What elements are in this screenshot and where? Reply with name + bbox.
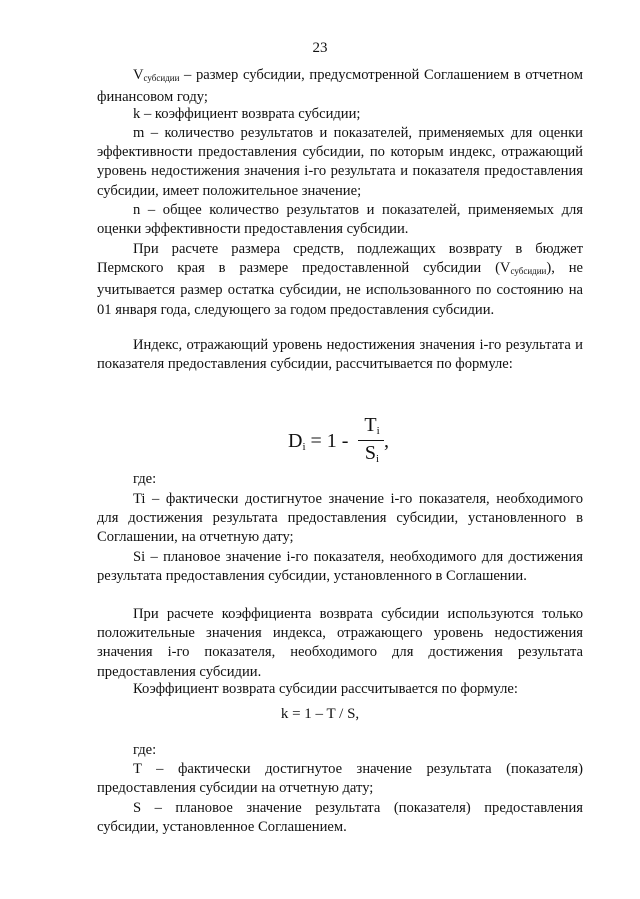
formula-numerator: $T_i$: [364, 414, 380, 437]
t-definition: T – фактически достигнутое значение результата (показателя) предоставления субсидии на отчетную дату;: [97, 761, 583, 797]
formula-comma: ,: [384, 430, 389, 452]
index-formula: [288, 412, 398, 470]
coefficient-formula: k = 1 – T / S,: [280, 706, 360, 722]
v-subsidy-definition: [97, 66, 583, 107]
n-definition: n – общее количество результатов и показателей, применяемых для оценки эффективности предоставления субсидии.: [97, 202, 583, 238]
calculation-text-start: При расчете размера средств, подлежащих возврату в бюджет Пермского края в размере предоставленной субсидии (V: [97, 241, 583, 277]
v-definition-text: – размер субсидии, предусмотренной Соглашением в отчетном финансовом году;: [97, 67, 583, 106]
coefficient-formula-intro: Коэффициент возврата субсидии рассчитывается по формуле:: [133, 681, 518, 697]
m-definition: m – количество результатов и показателей, применяемых для оценки эффективности предоставления субсидии, по которым индекс, отражающий уровень недостижения значения i-го результата и показателя предоставления субсидии, имеет положительное значение;: [97, 125, 583, 199]
page-number: 23: [312, 40, 328, 56]
ti-definition: Ti – фактически достигнутое значение i-го показателя, необходимого для достижения результата предоставления субсидии, установленного в Соглашении, на отчетную дату;: [97, 491, 583, 546]
index-paragraph: Индекс, отражающий уровень недостижения значения i-го результата и показателя предоставления субсидии, рассчитывается по формуле:: [97, 337, 583, 373]
k-definition: k – коэффициент возврата субсидии;: [133, 106, 361, 122]
si-definition: Si – плановое значение i-го показателя, необходимого для достижения результата предоставления субсидии, установленного в Соглашении.: [97, 549, 583, 585]
calculation-subscript: субсидии: [510, 266, 547, 277]
where-label-2: где:: [133, 742, 157, 758]
calculation-text-end: ), не учитывается размер остатка субсидии, не использованного по состоянию на 01 января года, следующего за годом предоставления субсидии.: [97, 260, 583, 318]
where-label-1: где:: [133, 471, 157, 487]
formula-denominator: $S_i$: [364, 442, 380, 465]
formula-lhs: $D_i = 1$ -: [288, 430, 349, 453]
positive-values-paragraph: При расчете коэффициента возврата субсидии используются только положительные значения индекса, отражающего уровень недостижения значения i-го показателя, необходимого для достижения результата предоставления субсидии.: [97, 606, 583, 680]
s-definition: S – плановое значение результата (показателя) предоставления субсидии, установленное Соглашением.: [97, 800, 583, 836]
calculation-paragraph: [97, 240, 583, 320]
fraction-bar: [358, 440, 384, 441]
v-subscript: субсидии: [143, 73, 180, 83]
v-symbol: V: [133, 67, 144, 83]
